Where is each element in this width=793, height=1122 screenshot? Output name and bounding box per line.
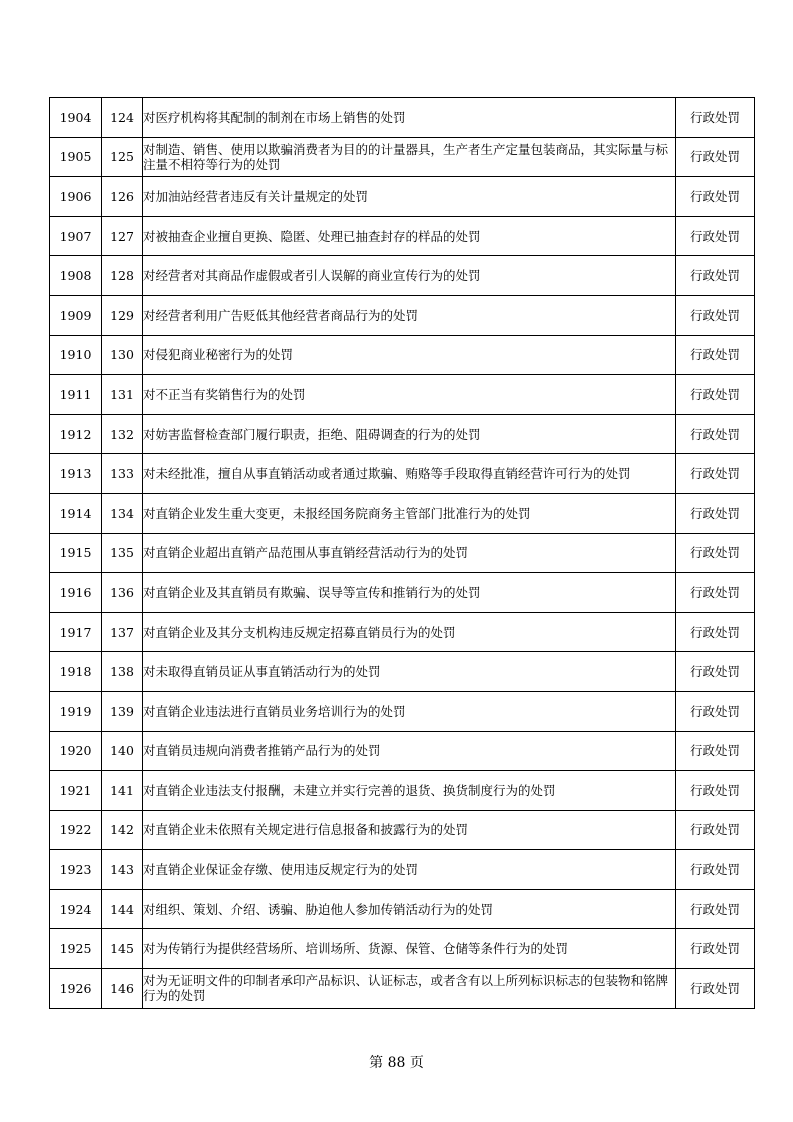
row-item-type: 行政处罚 — [676, 889, 755, 929]
row-item-number: 136 — [102, 573, 143, 613]
row-item-name: 对直销企业及其分支机构违反规定招募直销员行为的处罚 — [143, 612, 676, 652]
row-item-number: 143 — [102, 850, 143, 890]
row-item-name: 对为传销行为提供经营场所、培训场所、货源、保管、仓储等条件行为的处罚 — [143, 929, 676, 969]
row-item-number: 131 — [102, 375, 143, 415]
row-item-name: 对医疗机构将其配制的制剂在市场上销售的处罚 — [143, 98, 676, 138]
row-sequence-number: 1923 — [50, 850, 102, 890]
row-sequence-number: 1915 — [50, 533, 102, 573]
row-item-type: 行政处罚 — [676, 612, 755, 652]
row-item-number: 140 — [102, 731, 143, 771]
table-row — [50, 889, 755, 929]
row-item-type: 行政处罚 — [676, 454, 755, 494]
row-sequence-number: 1916 — [50, 573, 102, 613]
table-row — [50, 771, 755, 811]
row-item-number: 135 — [102, 533, 143, 573]
row-item-type: 行政处罚 — [676, 533, 755, 573]
row-item-name: 对经营者对其商品作虚假或者引人误解的商业宣传行为的处罚 — [143, 256, 676, 296]
row-item-type: 行政处罚 — [676, 177, 755, 217]
row-item-type: 行政处罚 — [676, 691, 755, 731]
row-item-name: 对加油站经营者违反有关计量规定的处罚 — [143, 177, 676, 217]
row-item-name: 对不正当有奖销售行为的处罚 — [143, 375, 676, 415]
table-row — [50, 414, 755, 454]
table-row — [50, 691, 755, 731]
row-item-type: 行政处罚 — [676, 929, 755, 969]
table-row — [50, 850, 755, 890]
row-sequence-number: 1912 — [50, 414, 102, 454]
row-sequence-number: 1910 — [50, 335, 102, 375]
row-item-type: 行政处罚 — [676, 652, 755, 692]
page-number: 第 88 页 — [369, 1055, 424, 1071]
row-sequence-number: 1924 — [50, 889, 102, 929]
row-item-type: 行政处罚 — [676, 216, 755, 256]
row-item-number: 128 — [102, 256, 143, 296]
table-row — [50, 137, 755, 177]
table-row — [50, 612, 755, 652]
row-item-name: 对经营者利用广告贬低其他经营者商品行为的处罚 — [143, 295, 676, 335]
row-item-number: 133 — [102, 454, 143, 494]
row-item-number: 141 — [102, 771, 143, 811]
table-row — [50, 652, 755, 692]
row-item-number: 126 — [102, 177, 143, 217]
row-item-name: 对制造、销售、使用以欺骗消费者为目的的计量器具，生产者生产定量包装商品，其实际量与标注量不相符等行为的处罚 — [143, 137, 676, 177]
table-row — [50, 295, 755, 335]
row-sequence-number: 1922 — [50, 810, 102, 850]
row-sequence-number: 1918 — [50, 652, 102, 692]
row-item-number: 127 — [102, 216, 143, 256]
row-item-number: 139 — [102, 691, 143, 731]
table-row — [50, 335, 755, 375]
row-item-name: 对被抽查企业擅自更换、隐匿、处理已抽查封存的样品的处罚 — [143, 216, 676, 256]
table-row — [50, 216, 755, 256]
row-item-name: 对直销企业及其直销员有欺骗、误导等宣传和推销行为的处罚 — [143, 573, 676, 613]
row-item-name: 对直销企业发生重大变更，未报经国务院商务主管部门批准行为的处罚 — [143, 493, 676, 533]
row-item-name: 对直销员违规向消费者推销产品行为的处罚 — [143, 731, 676, 771]
table-row — [50, 177, 755, 217]
row-item-name: 对直销企业未依照有关规定进行信息报备和披露行为的处罚 — [143, 810, 676, 850]
row-sequence-number: 1926 — [50, 969, 102, 1009]
penalty-table — [49, 97, 755, 1009]
row-sequence-number: 1909 — [50, 295, 102, 335]
row-item-type: 行政处罚 — [676, 731, 755, 771]
row-item-number: 146 — [102, 969, 143, 1009]
row-sequence-number: 1925 — [50, 929, 102, 969]
row-sequence-number: 1921 — [50, 771, 102, 811]
row-sequence-number: 1908 — [50, 256, 102, 296]
table-row — [50, 493, 755, 533]
table-row — [50, 533, 755, 573]
row-sequence-number: 1919 — [50, 691, 102, 731]
table-row — [50, 375, 755, 415]
row-item-type: 行政处罚 — [676, 771, 755, 811]
row-item-number: 125 — [102, 137, 143, 177]
row-item-type: 行政处罚 — [676, 414, 755, 454]
row-item-name: 对未取得直销员证从事直销活动行为的处罚 — [143, 652, 676, 692]
row-item-type: 行政处罚 — [676, 969, 755, 1009]
table-row — [50, 98, 755, 138]
table-row — [50, 454, 755, 494]
table-body — [50, 98, 755, 1009]
row-item-name: 对妨害监督检查部门履行职责，拒绝、阻碍调查的行为的处罚 — [143, 414, 676, 454]
row-item-type: 行政处罚 — [676, 335, 755, 375]
table-row — [50, 969, 755, 1009]
row-item-number: 124 — [102, 98, 143, 138]
row-item-number: 138 — [102, 652, 143, 692]
row-item-type: 行政处罚 — [676, 493, 755, 533]
row-sequence-number: 1905 — [50, 137, 102, 177]
row-sequence-number: 1904 — [50, 98, 102, 138]
row-sequence-number: 1914 — [50, 493, 102, 533]
row-sequence-number: 1917 — [50, 612, 102, 652]
row-item-type: 行政处罚 — [676, 810, 755, 850]
row-item-type: 行政处罚 — [676, 98, 755, 138]
table-row — [50, 731, 755, 771]
row-sequence-number: 1913 — [50, 454, 102, 494]
row-item-type: 行政处罚 — [676, 256, 755, 296]
row-item-number: 132 — [102, 414, 143, 454]
row-item-type: 行政处罚 — [676, 850, 755, 890]
row-sequence-number: 1911 — [50, 375, 102, 415]
row-item-number: 129 — [102, 295, 143, 335]
row-item-name: 对直销企业违法进行直销员业务培训行为的处罚 — [143, 691, 676, 731]
table-row — [50, 929, 755, 969]
row-item-name: 对直销企业超出直销产品范围从事直销经营活动行为的处罚 — [143, 533, 676, 573]
row-sequence-number: 1907 — [50, 216, 102, 256]
row-item-type: 行政处罚 — [676, 295, 755, 335]
row-item-type: 行政处罚 — [676, 375, 755, 415]
row-sequence-number: 1920 — [50, 731, 102, 771]
row-item-name: 对直销企业保证金存缴、使用违反规定行为的处罚 — [143, 850, 676, 890]
row-item-name: 对为无证明文件的印制者承印产品标识、认证标志，或者含有以上所列标识标志的包装物和铭牌行为的处罚 — [143, 969, 676, 1009]
row-item-type: 行政处罚 — [676, 573, 755, 613]
table-row — [50, 810, 755, 850]
row-item-number: 134 — [102, 493, 143, 533]
row-item-name: 对未经批准，擅自从事直销活动或者通过欺骗、贿赂等手段取得直销经营许可行为的处罚 — [143, 454, 676, 494]
row-item-number: 137 — [102, 612, 143, 652]
row-item-number: 142 — [102, 810, 143, 850]
row-item-number: 145 — [102, 929, 143, 969]
row-item-type: 行政处罚 — [676, 137, 755, 177]
row-sequence-number: 1906 — [50, 177, 102, 217]
row-item-name: 对直销企业违法支付报酬，未建立并实行完善的退货、换货制度行为的处罚 — [143, 771, 676, 811]
row-item-name: 对侵犯商业秘密行为的处罚 — [143, 335, 676, 375]
table-row — [50, 256, 755, 296]
table-row — [50, 573, 755, 613]
row-item-number: 144 — [102, 889, 143, 929]
row-item-number: 130 — [102, 335, 143, 375]
row-item-name: 对组织、策划、介绍、诱骗、胁迫他人参加传销活动行为的处罚 — [143, 889, 676, 929]
